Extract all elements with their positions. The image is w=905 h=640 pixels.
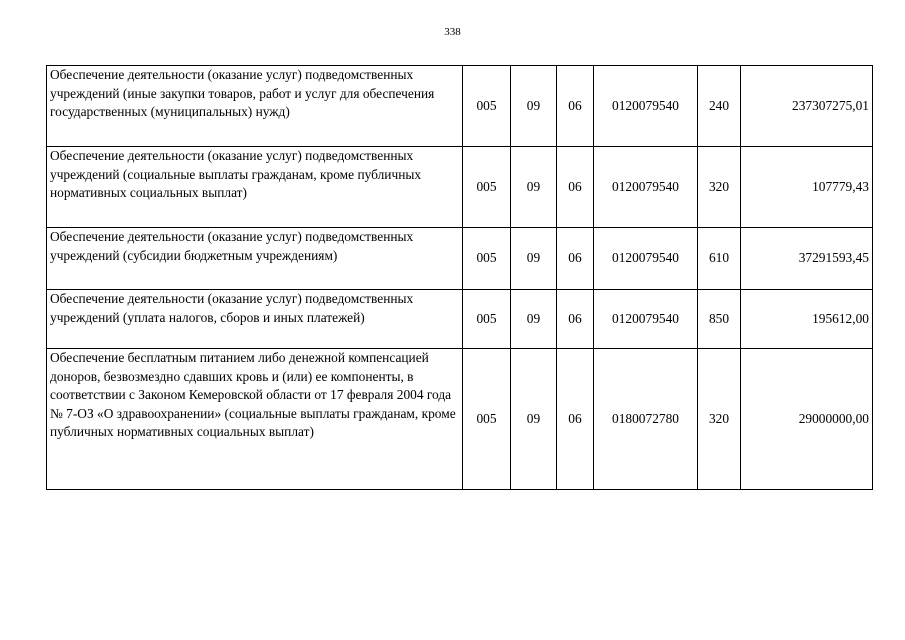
row-description: Обеспечение деятельности (оказание услуг) подведомственных учреждений (субсидии бюджетным учреждениям) — [47, 228, 463, 290]
target-code: 0120079540 — [594, 290, 698, 349]
section-code: 09 — [511, 349, 557, 490]
section-code: 09 — [511, 147, 557, 228]
table-row — [47, 147, 873, 228]
expense-type-code: 240 — [698, 66, 741, 147]
row-description: Обеспечение бесплатным питанием либо денежной компенсацией доноров, безвозмездно сдавших кровь и (или) ее компоненты, в соответствии с Законом Кемеровской области от 17 февраля 2004 года № 7-ОЗ «О здравоохранении» (социальные выплаты гражданам, кроме публичных нормативных социальных выплат) — [47, 349, 463, 490]
section-code: 09 — [511, 290, 557, 349]
admin-code: 005 — [463, 349, 511, 490]
admin-code: 005 — [463, 147, 511, 228]
table-row — [47, 349, 873, 490]
subsection-code: 06 — [557, 66, 594, 147]
expense-type-code: 320 — [698, 147, 741, 228]
table-row — [47, 66, 873, 147]
admin-code: 005 — [463, 290, 511, 349]
expense-type-code: 610 — [698, 228, 741, 290]
admin-code: 005 — [463, 228, 511, 290]
target-code: 0120079540 — [594, 66, 698, 147]
amount: 37291593,45 — [741, 228, 873, 290]
expense-type-code: 320 — [698, 349, 741, 490]
subsection-code: 06 — [557, 147, 594, 228]
expense-type-code: 850 — [698, 290, 741, 349]
page-number: 338 — [444, 26, 461, 38]
subsection-code: 06 — [557, 290, 594, 349]
section-code: 09 — [511, 66, 557, 147]
admin-code: 005 — [463, 66, 511, 147]
row-description: Обеспечение деятельности (оказание услуг) подведомственных учреждений (социальные выплаты гражданам, кроме публичных нормативных социальных выплат) — [47, 147, 463, 228]
table-row — [47, 290, 873, 349]
subsection-code: 06 — [557, 228, 594, 290]
target-code: 0120079540 — [594, 147, 698, 228]
table-row — [47, 228, 873, 290]
budget-table — [46, 65, 873, 490]
amount: 195612,00 — [741, 290, 873, 349]
amount: 29000000,00 — [741, 349, 873, 490]
amount: 237307275,01 — [741, 66, 873, 147]
row-description: Обеспечение деятельности (оказание услуг) подведомственных учреждений (уплата налогов, сборов и иных платежей) — [47, 290, 463, 349]
row-description: Обеспечение деятельности (оказание услуг) подведомственных учреждений (иные закупки товаров, работ и услуг для обеспечения государственных (муниципальных) нужд) — [47, 66, 463, 147]
target-code: 0180072780 — [594, 349, 698, 490]
target-code: 0120079540 — [594, 228, 698, 290]
subsection-code: 06 — [557, 349, 594, 490]
amount: 107779,43 — [741, 147, 873, 228]
section-code: 09 — [511, 228, 557, 290]
